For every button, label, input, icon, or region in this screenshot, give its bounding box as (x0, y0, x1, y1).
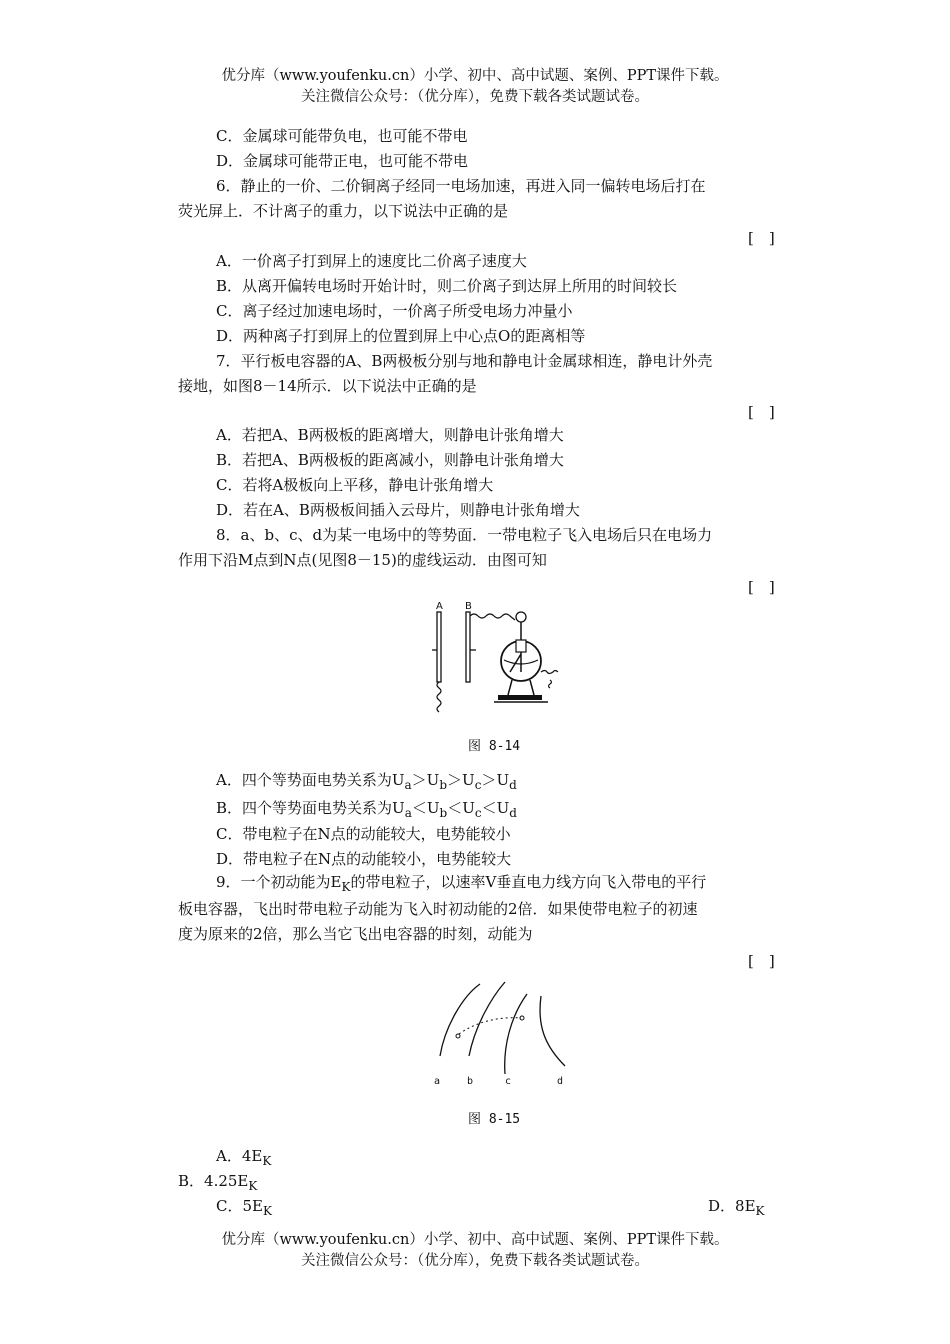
q9-option-a: A．$4E_K$ (216, 1147, 272, 1168)
particle-path (459, 1018, 521, 1034)
label-c: c (505, 1076, 512, 1087)
q6-stem-line-1: 6．静止的一价、二价铜离子经同一电场加速，再进入同一偏转电场后打在 (216, 177, 706, 195)
point-n (520, 1016, 524, 1020)
page-header (0, 66, 950, 108)
q9-option-b: B．$4.25E_K$ (178, 1172, 258, 1193)
equipotential-b (469, 982, 505, 1056)
q9-option-d: D．$8E_K$ (708, 1197, 765, 1218)
q7-option-a: A．若把A、B两极板的距离增大，则静电计张角增大 (216, 426, 564, 444)
equipotential-a (440, 984, 480, 1056)
q8-option-c: C．带电粒子在N点的动能较大，电势能较小 (216, 825, 511, 843)
header-line-2: 关注微信公众号：（优分库），免费下载各类试题试卷。 (301, 89, 649, 105)
fig14-label-a: A (436, 601, 443, 612)
q9-answer-bracket: [ ] (748, 952, 775, 970)
q9-stem-line-1: 9．一个初动能为$E_K$的带电粒子，以速率V垂直电力线方向飞入带电的平行 (216, 873, 707, 894)
connecting-wire (470, 614, 515, 620)
q5-option-c: C．金属球可能带负电，也可能不带电 (216, 127, 468, 145)
q8-stem-line-1: 8．a、b、c、d为某一电场中的等势面．一带电粒子飞入电场后只在电场力 (216, 526, 713, 544)
q8-stem-line-2: 作用下沿M点到N点(见图8－15)的虚线运动．由图可知 (178, 551, 547, 569)
figure-8-15-equipotential (425, 976, 575, 1088)
q9-option-c: C．$5E_K$ (216, 1197, 272, 1218)
label-d: d (557, 1076, 564, 1087)
q7-answer-bracket: [ ] (748, 403, 775, 421)
equipotential-c (505, 994, 527, 1074)
q7-option-c: C．若将A极板向上平移，静电计张角增大 (216, 476, 494, 494)
q9-stem-line-3: 度为原来的2倍，那么当它飞出电容器的时刻，动能为 (178, 925, 533, 943)
page-footer (0, 1230, 950, 1272)
header-line-1: 优分库（www.youfenku.cn）小学、初中、高中试题、案例、PPT课件下载。 (221, 68, 729, 84)
q8-answer-bracket: [ ] (748, 578, 775, 596)
figure-8-14-electrometer (424, 598, 564, 720)
q6-option-a: A．一价离子打到屏上的速度比二价离子速度大 (216, 252, 527, 270)
q5-option-d: D．金属球可能带正电，也可能不带电 (216, 152, 469, 170)
label-a: a (434, 1076, 441, 1087)
ground-wire-a (437, 682, 441, 712)
q6-stem-line-2: 荧光屏上．不计离子的重力，以下说法中正确的是 (178, 202, 509, 220)
q6-option-b: B．从离开偏转电场时开始计时，则二价离子到达屏上所用的时间较长 (216, 277, 678, 295)
q6-answer-bracket: [ ] (748, 229, 775, 247)
label-b: b (467, 1076, 474, 1087)
q9-stem-line-2: 板电容器，飞出时带电粒子动能为飞入时初动能的2倍．如果使带电粒子的初速 (178, 900, 698, 918)
point-m (456, 1034, 460, 1038)
q8-option-d: D．带电粒子在N点的动能较小，电势能较大 (216, 850, 512, 868)
footer-line-2: 关注微信公众号：（优分库），免费下载各类试题试卷。 (301, 1253, 649, 1269)
equipotential-d (540, 996, 565, 1066)
ground-wire-case (541, 671, 558, 674)
q8-option-a: A．四个等势面电势关系为$U_a>U_b>U_c>U_d$ (216, 771, 517, 792)
electrometer-ball (516, 612, 526, 622)
q7-option-d: D．若在A、B两极板间插入云母片，则静电计张角增大 (216, 501, 580, 519)
figure-8-14-caption: 图 8-14 (468, 739, 521, 754)
q6-option-d: D．两种离子打到屏上的位置到屏上中心点O的距离相等 (216, 327, 586, 345)
q6-option-c: C．离子经过加速电场时，一价离子所受电场力冲量小 (216, 302, 573, 320)
q7-option-b: B．若把A、B两极板的距离减小，则静电计张角增大 (216, 451, 564, 469)
q7-stem-line-1: 7．平行板电容器的A、B两极板分别与地和静电计金属球相连，静电计外壳 (216, 352, 713, 370)
q7-stem-line-2: 接地，如图8－14所示．以下说法中正确的是 (178, 377, 477, 395)
figure-8-15-caption: 图 8-15 (468, 1112, 521, 1127)
electrometer-base (498, 695, 542, 700)
footer-line-1: 优分库（www.youfenku.cn）小学、初中、高中试题、案例、PPT课件下载。 (221, 1232, 729, 1248)
fig14-label-b: B (465, 601, 472, 612)
plate-a (437, 612, 441, 682)
plate-b (466, 612, 470, 682)
q8-option-b: B．四个等势面电势关系为$U_a<U_b<U_c<U_d$ (216, 799, 517, 820)
